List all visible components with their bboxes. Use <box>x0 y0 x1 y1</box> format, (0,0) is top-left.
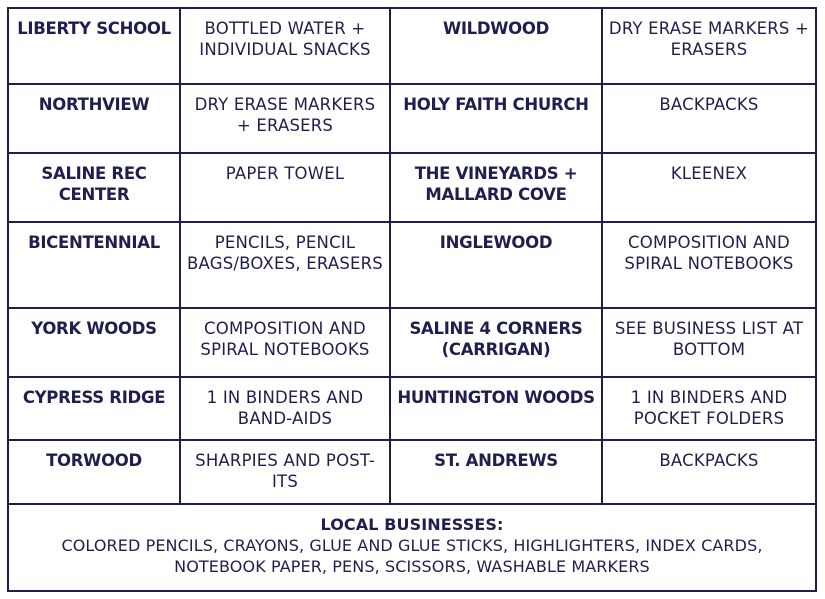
table-row <box>9 154 815 223</box>
supply-item: SHARPIES AND POST-ITS <box>181 441 391 503</box>
school-name: INGLEWOOD <box>391 223 603 307</box>
school-name: LIBERTY SCHOOL <box>9 9 181 83</box>
supply-item: 1 IN BINDERS AND BAND-AIDS <box>181 378 391 439</box>
school-name: HUNTINGTON WOODS <box>391 378 603 439</box>
school-name: ST. ANDREWS <box>391 441 603 503</box>
supply-item: PAPER TOWEL <box>181 154 391 221</box>
school-name: SALINE REC CENTER <box>9 154 181 221</box>
school-name: WILDWOOD <box>391 9 603 83</box>
table-row <box>9 441 815 505</box>
school-name: YORK WOODS <box>9 309 181 376</box>
supply-item: COMPOSITION AND SPIRAL NOTEBOOKS <box>624 233 794 273</box>
supply-item: BACKPACKS <box>659 451 759 470</box>
supply-item: SEE BUSINESS LIST AT BOTTOM <box>614 319 804 359</box>
table-row <box>9 223 815 309</box>
supply-item: 1 IN BINDERS AND POCKET FOLDERS <box>630 388 788 428</box>
supply-item: KLEENEX <box>670 164 748 183</box>
supply-item: BOTTLED WATER + INDIVIDUAL SNACKS <box>181 9 391 83</box>
local-businesses-line: NOTEBOOK PAPER, PENS, SCISSORS, WASHABLE MARKERS <box>174 557 650 576</box>
supply-item: PENCILS, PENCIL BAGS/BOXES, ERASERS <box>181 223 391 307</box>
school-name: SALINE 4 CORNERS (CARRIGAN) <box>391 309 603 376</box>
school-name: TORWOOD <box>9 441 181 503</box>
supply-item: BACKPACKS <box>659 95 759 114</box>
supply-item: DRY ERASE MARKERS + ERASERS <box>181 85 391 152</box>
local-businesses-section <box>9 505 815 577</box>
school-name: NORTHVIEW <box>9 85 181 152</box>
school-name: HOLY FAITH CHURCH <box>391 85 603 152</box>
school-name: BICENTENNIAL <box>9 223 181 307</box>
school-name: THE VINEYARDS + MALLARD COVE <box>391 154 603 221</box>
table-row <box>9 9 815 85</box>
supply-item: COMPOSITION AND SPIRAL NOTEBOOKS <box>181 309 391 376</box>
supply-item: DRY ERASE MARKERS + ERASERS <box>608 19 810 59</box>
table-row <box>9 378 815 441</box>
supply-table <box>7 7 817 592</box>
school-name: CYPRESS RIDGE <box>9 378 181 439</box>
table-row <box>9 85 815 154</box>
local-businesses-line: COLORED PENCILS, CRAYONS, GLUE AND GLUE STICKS, HIGHLIGHTERS, INDEX CARDS, <box>61 536 763 555</box>
table-row <box>9 309 815 378</box>
local-businesses-heading: LOCAL BUSINESSES: <box>320 515 504 534</box>
